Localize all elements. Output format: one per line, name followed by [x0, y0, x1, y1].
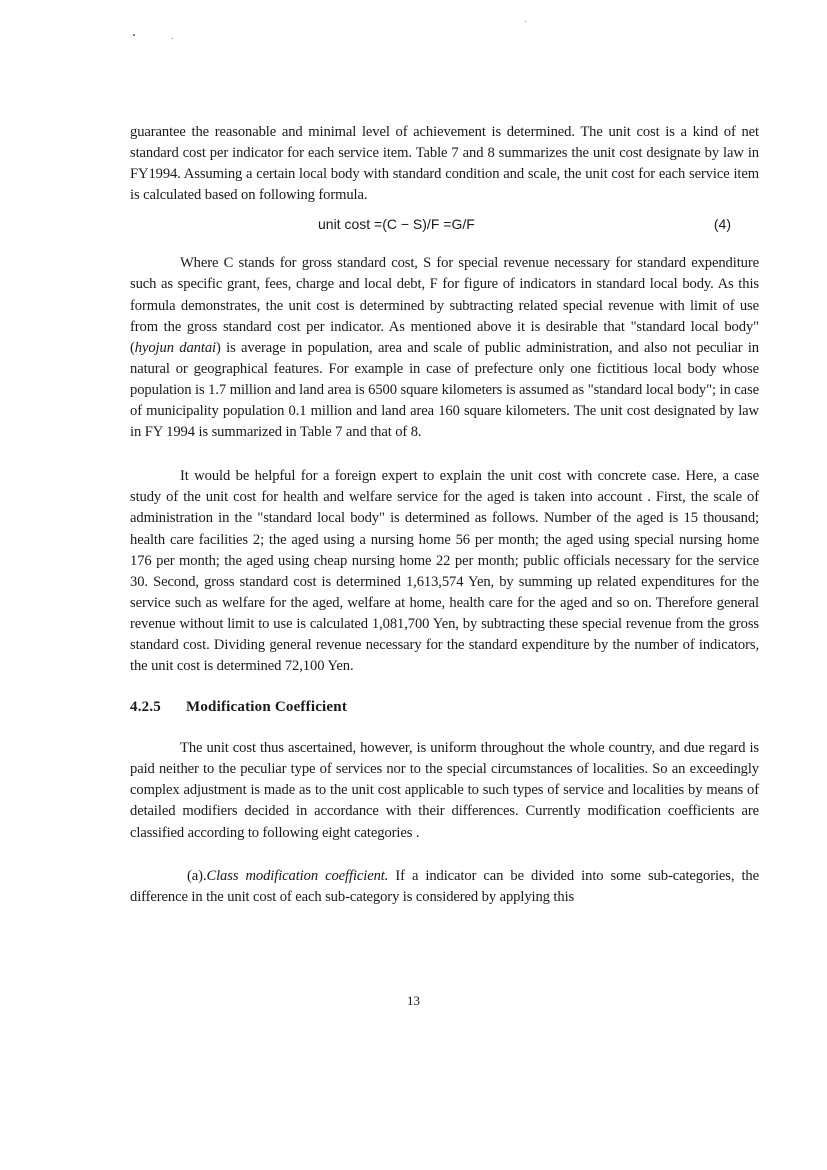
- paragraph-unit-cost-intro: guarantee the reasonable and minimal level of achievement is determined. The unit cost is a kind of net standard cost per indicator for each service item. Table 7 and 8 summarizes the unit cost designate by law in FY1994. Assuming a certain local body with standard condition and scale, the unit cost for each service item is calculated based on following formula.: [130, 124, 759, 204]
- page-body: [130, 122, 759, 908]
- list-marker: (a).: [187, 867, 207, 884]
- section-heading: [130, 699, 759, 716]
- equation-4: [130, 216, 759, 238]
- section-number: 4.2.5: [130, 699, 161, 716]
- paragraph-modification-intro: The unit cost thus ascertained, however, is uniform throughout the whole country, and due regard is paid neither to the peculiar type of services nor to the special circumstances of localities. So an exceedingly complex adjustment is made as to the unit cost applicable to such types of service and localities by means of detailed modifiers decided in accordance with their differences. Currently modification coefficients are classified according to following eight categories .: [130, 740, 759, 841]
- paragraph-text: ) is average in population, area and scale of public administration, and also not peculiar in natural or geographical features. For example in case of prefecture only one fictitious local body whose population is 1.7 million and land area is 6500 square kilometers is assumed as "standard local body"; in case of municipality population 0.1 million and land area 160 square kilometers. The unit cost designated by law in FY 1994 is summarized in Table 7 and that of 8.: [130, 339, 759, 441]
- section-title: Modification Coefficient: [186, 699, 348, 716]
- page-number: 13: [407, 993, 420, 1008]
- italic-term: hyojun dantai: [134, 339, 216, 356]
- paragraph-text: Where C stands for gross standard cost, S for special revenue necessary for standard expenditure such as specific grant, fees, charge and local debt, F for figure of indicators in standard local body. As this formula demonstrates, the unit cost is determined by subtracting related special revenue with limit of use from the gross standard cost per indicator. As mentioned above it is desirable that "standard local body"(: [130, 255, 759, 356]
- scan-speck: [525, 21, 526, 22]
- scan-speck: [172, 38, 173, 39]
- scan-speck: [133, 34, 135, 36]
- equation-number: (4): [713, 216, 731, 233]
- paragraph-formula-explanation: [130, 253, 759, 443]
- paragraph-class-modification: [130, 866, 759, 908]
- italic-term: Class modification coefficient.: [206, 867, 389, 884]
- paragraph-text: If a indicator can be divided into some sub-categories, the difference in the unit cost of each sub-category is considered by applying this: [130, 867, 759, 905]
- paragraph-case-study: It would be helpful for a foreign expert to explain the unit cost with concrete case. Here, a case study of the unit cost for health and welfare service for the aged is taken into account . First, the scale of administration in the "standard local body" is determined as follows. Number of the aged is 15 thousand; health care facilities 2; the aged using a nursing home 56 per month; the aged using special nursing home 176 per month; the aged using cheap nursing home 22 per month; public officials necessary for the service 30. Second, gross standard cost is determined 1,613,574 Yen, by summing up related expenditures for the service such as welfare for the aged, welfare at home, health care for the aged and so on. Therefore general revenue without limit to use is calculated 1,081,700 Yen, by subtracting these special revenue from the gross standard cost. Dividing general revenue necessary for the standard expenditure by the number of indicators, the unit cost is determined 72,100 Yen.: [130, 468, 759, 675]
- unit-cost-formula: unit cost =(C − S)/F =G/F: [318, 216, 475, 233]
